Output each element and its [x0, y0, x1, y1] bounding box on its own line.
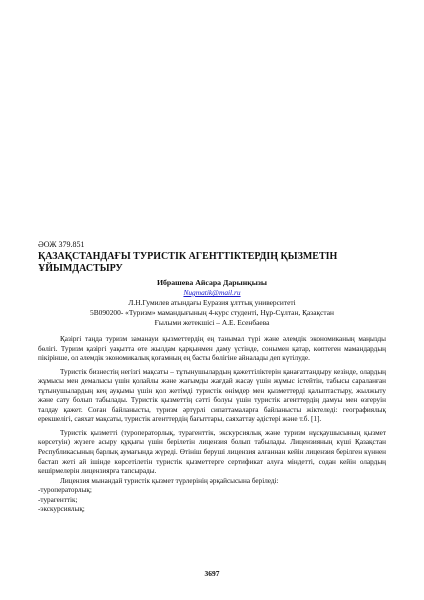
- udc-code: ӘОЖ 379.851: [38, 240, 85, 249]
- paragraph: Туристік қызметті (туроператорлық, турагенттік, экскурсиялық және туризм нұсқаушысының қызмет көрсетуін) жүзеге асыру құқығы үшін берілетін лицензия болып табылады. Лицензияның күші Қазақстан Республикасының барлық аумағында жүреді. Өтініш беруші лицензия алғаннан кейін лицензия берілген күннен бастап жеті ай ішінде көрсетілетін туристік қызметтерге сертификат алуға міндетті, содан кейін олардың кешірмелерін лицензиярға тапсырады.: [38, 428, 386, 476]
- affiliation-university: Л.Н.Гумилев атындағы Еуразия ұлттық университеті: [128, 298, 296, 307]
- paragraph: Қазіргі таңда туризм заманауи қызметтердің ең танымал түрі және әлемдік экономиканың маңызды бөлігі. Туризм қазіргі уақытта өте жылдам қарқынмен даму үстінде, сонымен қатар, көптеген мамандардың пікірінше, ол әлемдік экономикалық қоғамның ең басты бөлігіне айналады деп күтілуде.: [38, 335, 386, 363]
- paragraph: Лицензия мынандай туристік қызмет түрлерінің әрқайсысына беріледі:: [60, 476, 279, 485]
- supervisor: Ғылыми жетекшісі – А.Е. Есенбаева: [154, 318, 270, 327]
- page-number: 3697: [204, 569, 220, 578]
- affiliation-program: 5В090200- «Туризм» мамандығының 4-курс студенті, Нұр-Сұлтан, Қазақстан: [90, 308, 334, 317]
- paper-title: ҚАЗАҚСТАНДАҒЫ ТУРИСТІК АГЕНТТІКТЕРДІҢ ҚЫЗМЕТІН ҰЙЫМДАСТЫРУ: [38, 251, 338, 274]
- author-name: Ибрашева Айсара Дарынқызы: [156, 278, 268, 287]
- article-body: [38, 335, 386, 515]
- list-item: -туроператорлық;: [38, 486, 92, 495]
- paragraph: Туристік бизнестің негізгі мақсаты – тұтынушылардың қажеттіліктерін қанағаттандыру кезінде, олардың жұмысы мен демалысы үшін қолайлы және жағымды жағдай жасау үшін жұмыс істейтін, табысы сараланған тұтынушылардың кең ауқымы үшін қол жетімді туристік өнімдер мен қызметтерді қалыптастыру, жылжыту және сату болып табылады. Туристік қызметтің сәтті болуы үшін туристік агенттердің дамуы мен өзгеруін талдау қажет. Соған байланысты, туризм әртүрлі сипаттамаларға байланысты жіктеледі: географиялық ерекшелігі, саяхат мақсаты, туристік агенттердің бағыттары, саяхаттау әдістері және т.б. [1].: [38, 367, 386, 424]
- list-item: -экскурсиялық;: [38, 505, 85, 514]
- list-item: -турагенттік;: [38, 495, 78, 504]
- author-email[interactable]: Nugmatik@mail.ru: [183, 288, 241, 297]
